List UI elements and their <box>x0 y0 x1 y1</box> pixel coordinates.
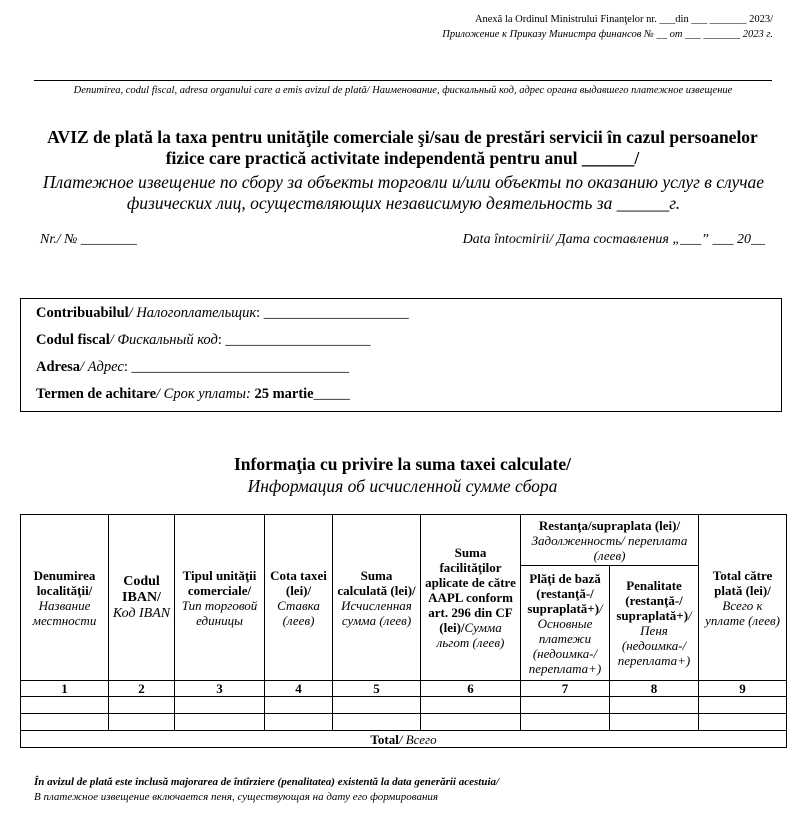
annex-ru: Приложение к Приказу Министра финансов № __ от ___ _______ 2023 г. <box>442 29 773 40</box>
header-iban: Codul IBAN/ Код IBAN <box>109 515 175 681</box>
address-label-ru: / Адрес <box>80 359 124 375</box>
header-unit-type: Tipul unităţii comerciale/ Тип торговой единицы <box>175 515 265 681</box>
table-cell[interactable] <box>175 714 265 731</box>
taxpayer-label-ro: Contribuabilul <box>36 305 129 321</box>
table-total-row <box>21 731 787 748</box>
address-field[interactable]: : ______________________________ <box>123 359 349 375</box>
footnote-ru: В платежное извещение включается пеня, существующая на дату его формирования <box>34 791 439 803</box>
total-label-ro: Total <box>370 731 399 747</box>
table-cell[interactable] <box>699 714 787 731</box>
column-number: 9 <box>699 681 787 697</box>
column-number: 4 <box>265 681 333 697</box>
info-heading-ru: Информация об исчисленной сумме сбора <box>247 476 558 496</box>
fiscal-code-field[interactable]: : ____________________ <box>217 332 371 348</box>
column-number: 5 <box>333 681 421 697</box>
tax-table <box>20 514 787 748</box>
header-locality: Denumirea localităţii/ Название местности <box>21 515 109 681</box>
taxpayer-label-ru: / Налогоплательщик <box>128 305 257 321</box>
info-heading-ro: Informaţia cu privire la suma taxei calculate/ <box>234 454 571 474</box>
table-cell[interactable] <box>21 714 109 731</box>
footnote-ro: În avizul de plată este inclusă majorarea de întîrziere (penalitatea) existentă la data generării acestuia/ <box>34 776 500 788</box>
table-cell[interactable] <box>421 697 521 714</box>
column-number: 1 <box>21 681 109 697</box>
total-cell <box>21 731 787 748</box>
address-row <box>36 359 349 376</box>
address-label-ro: Adresa <box>36 359 81 375</box>
column-number: 8 <box>610 681 699 697</box>
fiscal-code-label-ru: / Фискальный код <box>109 332 218 348</box>
table-cell[interactable] <box>333 697 421 714</box>
fiscal-code-row <box>36 332 370 349</box>
table-row[interactable] <box>21 714 787 731</box>
due-date-label-ru: / Срок уплаты: <box>156 386 251 402</box>
table-row-numbers <box>21 681 787 697</box>
table-cell[interactable] <box>109 714 175 731</box>
table-cell[interactable] <box>521 697 610 714</box>
table-cell[interactable] <box>265 697 333 714</box>
annex-ro: Anexă la Ordinul Ministrului Finanţelor nr. ___din ___ _______ 2023/ <box>474 14 773 25</box>
header-facilities: Suma facilităţilor aplicate de către AAPL conform art. 296 din CF (lei)/Сумма льгот (леев) <box>421 515 521 681</box>
column-number: 3 <box>175 681 265 697</box>
table-cell[interactable] <box>699 697 787 714</box>
column-number: 6 <box>421 681 521 697</box>
column-number: 2 <box>109 681 175 697</box>
table-cell[interactable] <box>265 714 333 731</box>
header-calculated-sum: Suma calculată (lei)/ Исчисленная сумма (леев) <box>333 515 421 681</box>
table-cell[interactable] <box>610 714 699 731</box>
header-total-payable: Total către plată (lei)/ Всего к уплате (леев) <box>699 515 787 681</box>
header-tax-rate: Cota taxei (lei)/ Ставка (леев) <box>265 515 333 681</box>
table-cell[interactable] <box>21 697 109 714</box>
header-base-payments: Plăţi de bază (restanţă-/ supraplată+)/ Основные платежи (недоимка-/ переплата+) <box>521 566 610 681</box>
table-cell[interactable] <box>333 714 421 731</box>
issuer-label: Denumirea, codul fiscal, adresa organului care a emis avizul de plată/ Наименование, фискальный код, адрес органа выдавшего платежное извещение <box>73 85 733 96</box>
due-date-label-ro: Termen de achitare <box>36 386 157 402</box>
total-label-ru: / Всего <box>398 731 437 747</box>
table-header-row <box>21 515 787 566</box>
annex-header <box>442 12 773 42</box>
table-cell[interactable] <box>175 697 265 714</box>
due-date-value: 25 martie <box>250 386 314 402</box>
header-arrears: Restanţa/supraplata (lei)/ Задолженность/ переплата (леев) <box>521 515 699 566</box>
document-title-ro: AVIZ de plată la taxa pentru unităţile comerciale şi/sau de prestări servicii în cazul persoanelor fizice care practică activitate independentă pentru anul ______/ <box>47 127 758 168</box>
table-cell[interactable] <box>521 714 610 731</box>
table-cell[interactable] <box>421 714 521 731</box>
document-title-ru: Платежное извещение по сбору за объекты торговли и/или объекты по оказанию услуг в случае физических лиц, осуществляющих независимую деятельность за ______г. <box>42 172 765 213</box>
table-cell[interactable] <box>610 697 699 714</box>
issuer-field-line <box>34 80 772 81</box>
document-number: Nr./ № ________ <box>40 232 137 247</box>
fiscal-code-label-ro: Codul fiscal <box>36 332 110 348</box>
taxpayer-field[interactable]: : ____________________ <box>256 305 409 321</box>
taxpayer-box <box>20 298 782 412</box>
due-date-row <box>36 386 350 403</box>
taxpayer-row <box>36 305 409 322</box>
column-number: 7 <box>521 681 610 697</box>
table-cell[interactable] <box>109 697 175 714</box>
document-date: Data întocmirii/ Дата составления „___” ___ 20__ <box>462 232 765 247</box>
due-date-year-field[interactable]: _____ <box>313 386 350 402</box>
table-row[interactable] <box>21 697 787 714</box>
header-penalty: Penalitate (restanţă-/ supraplată+)/ Пеня (недоимка-/ переплата+) <box>610 566 699 681</box>
